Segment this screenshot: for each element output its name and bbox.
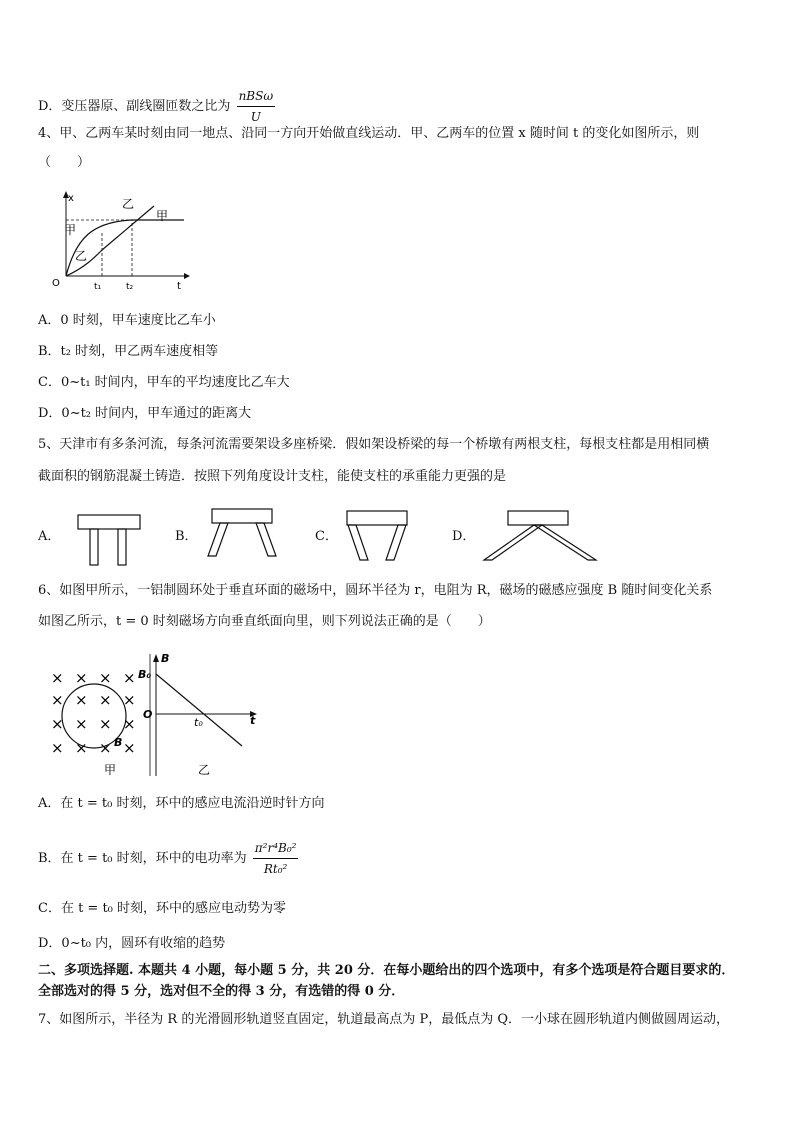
q4-option-b: B．t₂ 时刻，甲乙两车速度相等 xyxy=(38,344,219,359)
q6-option-b-text: B．在 t = t₀ 时刻，环中的电功率为 xyxy=(38,851,247,866)
b-axis-label: B xyxy=(161,652,170,665)
q4-option-a: A．0 时刻，甲车速度比乙车小 xyxy=(38,313,216,328)
field-cross-mark: × xyxy=(51,715,64,733)
field-cross-mark: × xyxy=(123,669,136,687)
x-axis-label: x xyxy=(68,193,74,204)
q5-stem-line2: 截面积的钢筋混凝土铸造．按照下列角度设计支柱，能使支柱的承重能力更强的是 xyxy=(38,469,507,484)
field-cross-mark: × xyxy=(75,739,88,757)
q7-stem: 7、如图所示，半径为 R 的光滑圆形轨道竖直固定，轨道最高点为 P，最低点为 Q．一小球在圆形轨道内侧做圆周运动， xyxy=(38,1012,729,1027)
field-cross-mark: × xyxy=(75,715,88,733)
q4-option-c: C．0~t₁ 时间内，甲车的平均速度比乙车大 xyxy=(38,375,290,390)
yi-curve xyxy=(66,206,154,276)
q6-option-d: D．0~t₀ 内，圆环有收缩的趋势 xyxy=(38,936,226,951)
figure-jia-label: 甲 xyxy=(104,763,117,777)
yi-curve-label: 乙 xyxy=(75,249,88,263)
fraction-denominator: U xyxy=(250,110,261,124)
t2-label: t₂ xyxy=(126,282,134,292)
q3-option-d-fraction xyxy=(237,86,276,127)
field-cross-mark: × xyxy=(99,691,112,709)
t-axis-label: t xyxy=(177,281,181,292)
q6-option-a: A．在 t = t₀ 时刻，环中的感应电流沿逆时针方向 xyxy=(38,796,325,811)
fraction-numerator: π²r⁴B₀² xyxy=(254,841,297,855)
q6-figures xyxy=(44,648,270,778)
deck xyxy=(508,511,568,525)
q5-label-a: A． xyxy=(38,529,61,544)
field-cross-mark: × xyxy=(99,669,112,687)
ring-b-label: B xyxy=(114,736,123,749)
figure-yi-label: 乙 xyxy=(198,763,211,777)
q5-figure-a xyxy=(76,512,142,568)
q6-option-b xyxy=(38,838,298,879)
b-axis-arrow-icon xyxy=(153,654,159,662)
pillar-left xyxy=(484,525,542,560)
pillar-right xyxy=(256,523,276,556)
q4-stem: 4、甲、乙两车某时刻由同一地点、沿同一方向开始做直线运动．甲、乙两车的位置 x 随时间 t 的变化如图所示，则 xyxy=(38,126,700,141)
pillar-left xyxy=(90,529,98,565)
q5-figure-b xyxy=(206,506,278,560)
q4-paren: （ ） xyxy=(38,155,91,170)
q6-stem-line1: 6、如图甲所示，一铝制圆环处于垂直环面的磁场中，圆环半径为 r，电阻为 R，磁场的磁感应强度 B 随时间变化关系 xyxy=(38,583,713,598)
t1-label: t₁ xyxy=(94,282,102,292)
q3-option-d xyxy=(38,86,275,127)
yi-top-label: 乙 xyxy=(122,197,135,211)
section2-heading-line1: 二、多项选择题. 本题共 4 小题，每小题 5 分，共 20 分．在每小题给出的四个选项中，有多个选项是符合题目要求的． xyxy=(38,963,735,978)
jia-left-label: 甲 xyxy=(64,223,77,237)
pillar-left xyxy=(348,525,368,560)
q4-option-d: D．0~t₂ 时间内，甲车通过的距离大 xyxy=(38,406,252,421)
q5-label-b: B． xyxy=(175,529,198,544)
q5-label-c: C． xyxy=(315,529,338,544)
magnetic-field-crosses xyxy=(51,669,136,757)
fraction-denominator: Rt₀² xyxy=(263,862,288,876)
q5-stem-line1: 5、天津市有多条河流，每条河流需要架设多座桥梁．假如架设桥梁的每一个桥墩有两根支柱，每根支柱都是用相同横 xyxy=(38,437,710,452)
field-cross-mark: × xyxy=(51,739,64,757)
deck xyxy=(212,509,272,523)
q6-option-b-fraction xyxy=(253,838,299,879)
fraction-numerator: nBSω xyxy=(238,89,274,103)
field-cross-mark: × xyxy=(51,691,64,709)
t-axis-arrow-icon xyxy=(184,273,190,279)
pillar-right xyxy=(118,529,126,565)
b-t-line xyxy=(156,674,242,746)
t-axis-label: t xyxy=(250,714,256,727)
q5-label-d: D． xyxy=(452,529,476,544)
q3-option-d-text: D．变压器原、副线圈匝数之比为 xyxy=(38,99,231,114)
pillar-right xyxy=(534,525,596,560)
q5-figure-c xyxy=(344,508,410,564)
t0-label: t₀ xyxy=(194,716,203,729)
jia-curve xyxy=(66,220,184,276)
pillar-left xyxy=(208,523,228,556)
deck xyxy=(78,515,140,529)
deck xyxy=(347,511,407,525)
field-cross-mark: × xyxy=(51,669,64,687)
jia-right-label: 甲 xyxy=(156,209,169,223)
q5-figure-d xyxy=(482,508,600,566)
pillar-right xyxy=(386,525,406,560)
q6-stem-line2: 如图乙所示，t = 0 时刻磁场方向垂直纸面向里，则下列说法正确的是（ ） xyxy=(38,614,491,629)
field-cross-mark: × xyxy=(75,669,88,687)
b0-label: B₀ xyxy=(138,668,152,681)
section2-heading-line2: 全部选对的得 5 分，选对但不全的得 3 分，有选错的得 0 分． xyxy=(38,984,405,999)
field-cross-mark: × xyxy=(123,739,136,757)
q4-position-time-graph xyxy=(44,188,194,294)
graph-origin-label: O xyxy=(143,708,153,721)
field-cross-mark: × xyxy=(123,715,136,733)
q6-option-c: C．在 t = t₀ 时刻，环中的感应电动势为零 xyxy=(38,901,287,916)
field-cross-mark: × xyxy=(75,691,88,709)
field-cross-mark: × xyxy=(99,715,112,733)
field-cross-mark: × xyxy=(123,691,136,709)
field-cross-mark: × xyxy=(99,739,112,757)
origin-label: O xyxy=(52,278,60,289)
